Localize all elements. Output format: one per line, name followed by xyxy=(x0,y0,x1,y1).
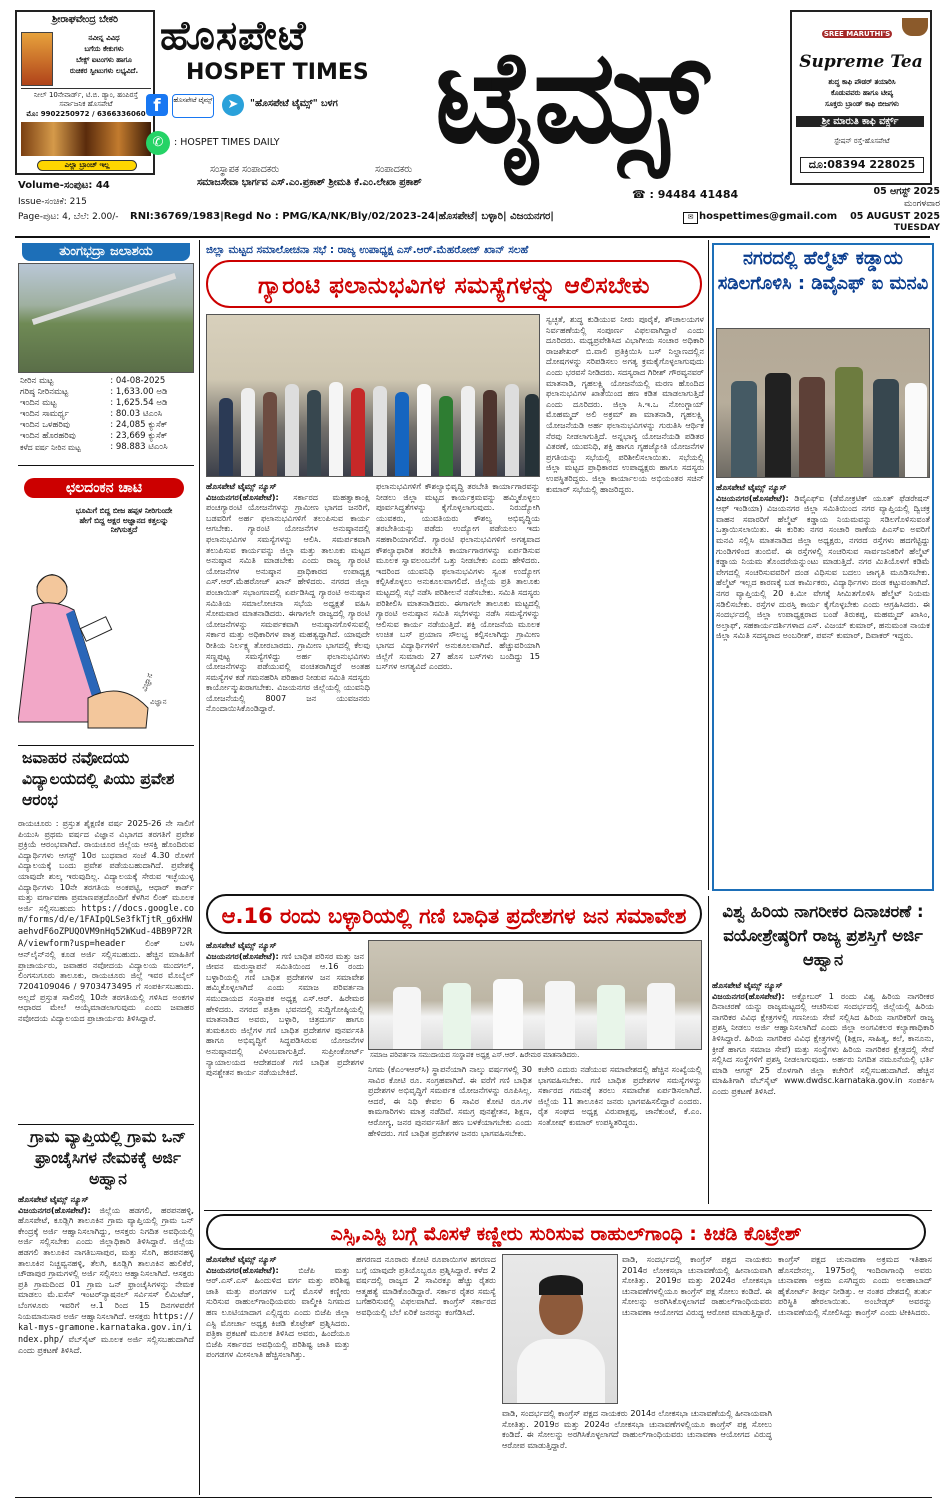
left-ad-title: ಶ್ರೀರಾಘವೇಂದ್ರ ಬೇಕರಿ xyxy=(51,14,119,25)
person-figure xyxy=(873,379,899,477)
person-figure xyxy=(835,367,863,477)
dam-row xyxy=(18,420,194,431)
facebook-label: ಹೊಸಪೇಟೆ ಟೈಮ್ಸ್ xyxy=(172,94,214,118)
helmet-title: ನಗರದಲ್ಲಿ ಹೆಲ್ಮೆಟ್ ಕಡ್ಡಾಯ ಸಡಿಲಗೊಳಿಸಿ : ಡಿವೈಎಫ್ ಐ ಮನವಿ xyxy=(717,248,929,294)
right-ad-phone: ದೂ:08394 228025 xyxy=(800,157,924,173)
gram-one-title: ಗ್ರಾಮ ವ್ಯಾಪ್ತಿಯಲ್ಲಿ ಗ್ರಾಮ ಒನ್ ಫ್ರಾಂಚೈಸಿಗಳ ನೇಮಕಕ್ಕೆ ಅರ್ಜಿ ಅಹ್ವಾನ xyxy=(30,1128,186,1188)
dam-row-value: : 98.883 ಟಿಎಂಸಿ xyxy=(110,442,168,452)
person-figure xyxy=(647,983,675,1049)
left-ad-line-0: ನವೀನ್ನ ವಿವಿಧ xyxy=(88,34,120,42)
ballari-place: ವಿಜಯನಗರ(ಹೊಸಪೇಟೆ): xyxy=(206,950,279,961)
rahul-place: ವಿಜಯನಗರ(ಹೊಸಪೇಟೆ): xyxy=(206,1264,279,1275)
left-col-separator xyxy=(199,240,200,1495)
lead-kicker: ಜಿಲ್ಲಾ ಮಟ್ಟದ ಸಮಾಲೋಚನಾ ಸಭೆ : ರಾಜ್ಯ ಉಪಾಧ್ಯಕ್ಷ ಎಸ್.ಆರ್.ಮೆಹರೋಜ್ ಖಾನ್ ಸಲಹೆ xyxy=(206,244,529,256)
senior-title: ವಿಶ್ವ ಹಿರಿಯ ನಾಗರೀಕರ ದಿನಾಚರಣೆ : ವಯೋಶ್ರೇಷ್ಠರಿಗೆ ರಾಜ್ಯ ಪ್ರಶಸ್ತಿಗೆ ಅರ್ಜಿ ಆಹ್ವಾನ xyxy=(722,902,924,969)
person-figure xyxy=(329,382,343,476)
right-ad-shop: ಶ್ರೀ ಮಾರುತಿ ಕಾಫಿ ವರ್ಕ್ಸ್ xyxy=(796,116,924,127)
helmet-photo xyxy=(716,328,930,478)
senior-body xyxy=(712,980,934,1300)
person-figure xyxy=(351,388,365,476)
dam-row-label: ನೀರಿನ ಮಟ್ಟ xyxy=(20,376,54,386)
left-ad-phones: ಮೊ: 9902250972 / 6366336060 xyxy=(26,110,146,118)
left-ad-line-2: ಬೇಕ್ಸ್ ಐಟಂಗಳು ಹಾಗೂ xyxy=(76,56,132,64)
right-ad-address: ಸ್ಟೇಷನ್ ರಸ್ತೆ-ಹೊಸಪೇಟೆ xyxy=(834,137,890,145)
dam-row-label: ಕಳೆದ ವರ್ಷ ನೀರಿನ ಮಟ್ಟ xyxy=(20,443,81,452)
rahul-col-1-text: ಬಿಜೆಪಿ ಮತ್ತು ಆರ್.ಎಸ್.ಎಸ್ ಹಿಂದುಳಿದ ವರ್ಗ ಮತ್ತು ಪರಿಶಿಷ್ಟ ಜಾತಿ ಮತ್ತು ಪಂಗಡಗಳ ಬಗ್ಗೆ ಮೊಸಳೆ ಕಣ್ಣೀರು ಸುರಿಸುವ ರಾಹುಲ್‌ಗಾಂಧಿಯವರು ವಾಲ್ಮೀಕಿ ನಿಗಮದ ಹಣ ಲೂಟಿಯಾದಾಗ ಎಲ್ಲಿದ್ದರು ಎಂದು ಬಿಜೆಪಿ ಜಿಲ್ಲಾ ಎಸ್ಟಿ ಮೋರ್ಚಾ ಅಧ್ಯಕ್ಷ ಕಿಚಡಿ ಕೊಟ್ರೇಶ್ ಪ್ರಶ್ನಿಸಿದರು. ಪತ್ರಿಕಾ ಪ್ರಕಟಣೆ ಮೂಲಕ ತಿಳಿಸಿದ ಅವರು, ಹಿಂದೆಯೂ ಬಿಜೆಪಿ ಸರ್ಕಾರದ ಅವಧಿಯಲ್ಲಿ ಪರಿಶಿಷ್ಟ ಜಾತಿ ಮತ್ತು ಪಂಗಡಗಳ ಮೀಸಲಾತಿ ಹೆಚ್ಚಿಸಲಾಗಿತ್ತು. xyxy=(206,1264,350,1360)
cartoon-title: ಛಲದಂಕನ ಚಾಟಿ xyxy=(24,478,184,498)
rahul-portrait xyxy=(502,1254,618,1404)
person-figure xyxy=(545,981,575,1049)
student-head xyxy=(88,691,148,728)
dam-row xyxy=(18,398,194,409)
helmet-body-text: ಡಿವೈಎಫ್‌ಐ (ಡೆಮೋಕ್ರಟಿಕ್ ಯೂತ್ ಫೆಡರೇಷನ್ ಆಫ್ ಇಂಡಿಯಾ) ವಿಜಯನಗರ ಜಿಲ್ಲಾ ಸಮಿತಿಯಿಂದ ನಗರ ವ್ಯಾಪ್ತಿಯಲ್ಲಿ ದ್ವಿಚಕ್ರ ವಾಹನ ಸವಾರರಿಗೆ ಹೆಲ್ಮೆಟ್ ಕಡ್ಡಾಯ ನಿಯಮವನ್ನು ಸಡಿಲಗೊಳಿಸುವಂತೆ ಒತ್ತಾಯಿಸಲಾಯಿತು. ಈ ಕುರಿತು ನಗರ ಸಂಚಾರಿ ಠಾಣೆಯ ಪಿಎಸ್ಐ ಅವರಿಗೆ ಮನವಿ ಸಲ್ಲಿಸಿ ಮಾತನಾಡಿದ ಜಿಲ್ಲಾ ಅಧ್ಯಕ್ಷರು, ನಗರದ ರಸ್ತೆಗಳು ಹದಗೆಟ್ಟಿದ್ದು ಗುಂಡಿಗಳಿಂದ ತುಂಬಿವೆ. ಈ ರಸ್ತೆಗಳಲ್ಲಿ ಸಂಚರಿಸುವ ಸಾರ್ವಜನಿಕರಿಗೆ ಹೆಲ್ಮೆಟ್ ಕಡ್ಡಾಯ ನಿಯಮ ತೊಂದರೆಯನ್ನುಂಟು ಮಾಡುತ್ತಿದೆ. ನಗರ ಮಿತಿಯೊಳಗೆ ಕಡಿಮೆ ವೇಗದಲ್ಲಿ ಸಂಚರಿಸುವವರಿಗೆ ದಂಡ ವಿಧಿಸುವ ಬದಲು ಜಾಗೃತಿ ಮೂಡಿಸಬೇಕು. ಹೆಲ್ಮೆಟ್ ಇಲ್ಲದ ಕಾರಣಕ್ಕೆ ಬಡ ಕಾರ್ಮಿಕರು, ವಿದ್ಯಾರ್ಥಿಗಳು ದಂಡ ಕಟ್ಟುವಂತಾಗಿದೆ. ನಗರ ವ್ಯಾಪ್ತಿಯಲ್ಲಿ 20 ಕಿ.ಮೀ ವೇಗಕ್ಕೆ ಸೀಮಿತಗೊಳಿಸಿ ಹೆಲ್ಮೆಟ್ ನಿಯಮ ಸಡಿಲಿಸಬೇಕು. ರಸ್ತೆಗಳ ದುರಸ್ತಿ ಕಾರ್ಯ ಕೈಗೊಳ್ಳಬೇಕು ಎಂದು ಆಗ್ರಹಿಸಿದರು. ಈ ಸಂದರ್ಭದಲ್ಲಿ ಜಿಲ್ಲಾ ಉಪಾಧ್ಯಕ್ಷರಾದ ಬಂಡೆ ತಿರುಕಪ್ಪ, ಮಹಮ್ಮದ್ ಖಾಸಿಂ, ಅಲ್ತಾಫ್, ಸಹಕಾರ್ಯದರ್ಶಿಗಳಾದ ಎಸ್. ವಿಜಯ್ ಕುಮಾರ್, ಹನುಮಂತ ನಾಯಕ ಜಿಲ್ಲಾ ಸಮಿತಿ ಸದಸ್ಯರಾದ ಅಂಬರೀಶ್, ಪವನ್ ಕುಮಾರ್, ದಿವಾಕರ್ ಇದ್ದರು. xyxy=(716,492,930,641)
email-icon: ✉ xyxy=(683,212,698,224)
person-figure xyxy=(525,394,539,476)
dam-row-value: : 1,633.00 ಅಡಿ xyxy=(110,387,168,397)
helmet-body xyxy=(716,482,930,886)
lead-col-3: ಸ್ವಚ್ಛತೆ, ಶುದ್ಧ ಕುಡಿಯುವ ನೀರು ಪೂರೈಕೆ, ಶೌಚಾಲಯಗಳ ನಿರ್ವಹಣೆಯಲ್ಲಿ ಸಂಪೂರ್ಣ ವಿಫಲವಾಗಿದ್ದಾರೆ ಎಂದು ದೂರಿದರು. ಮಧ್ಯಪ್ರವೇಶಿಸಿದ ವಿಭಾಗೀಯ ಸಂಚಾರ ಅಧಿಕಾರಿ ರಾಜಶೇಖರ್ ಬಿ.ವಾಲಿ ಪ್ರತಿಕ್ರಿಯಿಸಿ ಬಸ್ ನಿಲ್ದಾಣದಲ್ಲಿನ ದೋಷಗಳನ್ನು ಸರಿಪಡಿಸಲು ಅಗತ್ಯ ಕ್ರಮಕೈಗೊಳ್ಳಲಾಗುವುದು ಎಂದು ಭರವಸೆ ನೀಡಿದರು. ಸದಸ್ಯರಾದ ಗಿರೀಶ್ ಗೌರವ್ಯನವರ್ ಮಾತನಾಡಿ, ಗೃಹಲಕ್ಷ್ಮಿ ಯೋಜನೆಯಲ್ಲಿ ಮರಣ ಹೊಂದಿದ ಫಲಾನುಭವಿಗಳ ಖಾತೆಯಿಂದ ಹಣ ಕಡಿತ ಮಾಡಲಾಗುತ್ತಿದೆ ಎಂದು ದೂರಿದರು. ಜಿಲ್ಲಾ ಸಿ.ಇ.ಒ ನೋಂಗ್ಜಾಯ್ ಮೊಹಮ್ಮದ್ ಅಲಿ ಅಕ್ರಮ್ ಶಾ ಮಾತನಾಡಿ, ಗೃಹಲಕ್ಷ್ಮಿ ಯೋಜನೆಯಡಿ ಅರ್ಹ ಫಲಾನುಭವಿಗಳನ್ನು ಗುರುತಿಸಿ ಆರ್ಥಿಕ ನೆರವು ನೀಡಲಾಗುತ್ತಿದೆ. ಅನ್ನಭಾಗ್ಯ ಯೋಜನೆಯಡಿ ಪಡಿತರ ವಿತರಣೆ, ಯುವನಿಧಿ, ಶಕ್ತಿ ಹಾಗೂ ಗೃಹಜ್ಯೋತಿ ಯೋಜನೆಗಳ ಪ್ರಗತಿಯನ್ನು ಸಭೆಯಲ್ಲಿ ಪರಿಶೀಲಿಸಲಾಯಿತು. ಸಭೆಯಲ್ಲಿ ಜಿಲ್ಲಾ ಮಟ್ಟದ ಪ್ರಾಧಿಕಾರದ ಉಪಾಧ್ಯಕ್ಷರು ಹಾಗೂ ಸದಸ್ಯರು ಉಪಸ್ಥಿತರಿದ್ದರು. ಜಿಲ್ಲಾ ಕಾರ್ಯಾಲಯ ಅಭಿಯಂತರ ಸಚಿನ್ ಕುಮಾರ್ ಸಭೆಯಲ್ಲಿ ಹಾಜರಿದ್ದರು. xyxy=(546,314,704,494)
email: hospettimes@gmail.com xyxy=(699,211,838,222)
senior-byline: ಹೊಸಪೇಟೆ ಟೈಮ್ಸ್ ನ್ಯೂಸ್ xyxy=(712,980,783,990)
date-en: 05 AUGUST 2025 xyxy=(850,211,940,222)
ballari-col-3: ಕಚೇರಿ ಎದುರು ನಡೆಯುವ ಸಮಾವೇಶದಲ್ಲಿ ಹೆಚ್ಚಿನ ಸಂಖ್ಯೆಯಲ್ಲಿ ಭಾಗವಹಿಸಬೇಕು. ಗಣಿ ಬಾಧಿತ ಪ್ರದೇಶಗಳ ಸಮಸ್ಯೆಗಳನ್ನು ಸರ್ಕಾರದ ಗಮನಕ್ಕೆ ತರಲು ಸಮಾವೇಶ ಏರ್ಪಡಿಸಲಾಗಿದೆ. ಜಿಲ್ಲೆಯ 11 ತಾಲೂಕಿನ ಜನರು ಭಾಗವಹಿಸಲಿದ್ದಾರೆ ಎಂದರು. ರೈತ ಸಂಘದ ಅಧ್ಯಕ್ಷ ವಿರುಪಾಕ್ಷಪ್ಪ, ಜಾನೆಕುಂಟೆ, ಕೆ.ಎಂ. ಸಂತೋಷ್ ಕುಮಾರ್ ಉಪಸ್ಥಿತರಿದ್ದರು. xyxy=(538,1064,702,1127)
lead-byline: ಹೊಸಪೇಟೆ ಟೈಮ್ಸ್ ನ್ಯೂಸ್ xyxy=(206,481,277,491)
person-figure xyxy=(597,985,625,1049)
navodaya-body-text-2: ಲಿಂಕ್ ಬಳಸಿ ಆನ್‌ಲೈನ್‌ನಲ್ಲಿ ಕೂಡ ಅರ್ಜಿ ಸಲ್ಲಿಸಬಹುದು. ಹೆಚ್ಚಿನ ಮಾಹಿತಿಗೆ ಪ್ರಾಚಾರ್ಯರು, ಜವಾಹರ ನವೋದಯ ವಿದ್ಯಾಲಯ ಮುದಗಲ್, ಲಿಂಗಸುಗೂರು ತಾಲೂಕು, ರಾಯಚೂರು ಜಿಲ್ಲೆ ಇವರ ಮೊಬೈಲ್ 7204109046 / 9703473495 ಗೆ ಸಂಪರ್ಕಿಸಬಹುದು. ಅಲ್ಲದೆ ಪ್ರಸ್ತುತ ಸಾಲಿನಲ್ಲಿ 10ನೇ ತರಗತಿಯಲ್ಲಿ ಗಳಿಸಿದ ಅಂಕಗಳ ಆಧಾರದ ಮೇಲೆ ಆಯ್ಕೆಮಾಡಲಾಗುವುದು ಎಂದು ಜವಾಹರ ನವೋದಯ ವಿದ್ಯಾಲಯದ ಪ್ರಾಚಾರ್ಯರು ತಿಳಿಸಿದ್ದಾರೆ. xyxy=(18,937,194,1023)
lead-headline: ಗ್ಯಾರಂಟಿ ಫಲಾನುಭವಿಗಳ ಸಮಸ್ಯೆಗಳನ್ನು ಆಲಿಸಬೇಕು xyxy=(206,260,702,308)
ballari-photo-caption: ಸಮಾಜ ಪರಿವರ್ತನಾ ಸಮುದಾಯದ ಸಂಸ್ಥಾಪಕ ಅಧ್ಯಕ್ಷ ಎಸ್.ಆರ್. ಹಿರೇಮಠ ಮಾತನಾಡಿದರು. xyxy=(370,1051,580,1059)
dam-row-value: : 23,669 ಕ್ಯುಸೆಕ್ xyxy=(110,431,168,441)
rahul-col-1 xyxy=(206,1254,350,1494)
ballari-col-1-text: ಗಣಿ ಬಾಧಿತ ಪರಿಸರ ಮತ್ತು ಜನ ಜೀವನ ಮರುಸ್ಥಾಪನೆ ಸಮಿತಿಯಿಂದ ಆ.16 ರಂದು ಬಳ್ಳಾರಿಯಲ್ಲಿ ಗಣಿ ಬಾಧಿತ ಪ್ರದೇಶಗಳ ಜನ ಸಮಾವೇಶ ಹಮ್ಮಿಕೊಳ್ಳಲಾಗಿದೆ ಎಂದು ಸಮಾಜ ಪರಿವರ್ತನಾ ಸಮುದಾಯದ ಸಂಸ್ಥಾಪಕ ಅಧ್ಯಕ್ಷ ಎಸ್.ಆರ್. ಹಿರೇಮಠ ಹೇಳಿದರು. ನಗರದ ಪತ್ರಿಕಾ ಭವನದಲ್ಲಿ ಸುದ್ದಿಗೋಷ್ಠಿಯಲ್ಲಿ ಮಾತನಾಡಿದ ಅವರು, ಬಳ್ಳಾರಿ, ಚಿತ್ರದುರ್ಗ ಹಾಗೂ ತುಮಕೂರು ಜಿಲ್ಲೆಗಳ ಗಣಿ ಬಾಧಿತ ಪ್ರದೇಶಗಳ ಪುನರ್ವಸತಿ ಹಾಗೂ ಅಭಿವೃದ್ಧಿಗೆ ಸಿದ್ಧಪಡಿಸಿರುವ ಯೋಜನೆಗಳ ಅನುಷ್ಠಾನದಲ್ಲಿ ವಿಳಂಬವಾಗುತ್ತಿದೆ. ಸುಪ್ರೀಂಕೋರ್ಟ್ ನ್ಯಾಯಾಲಯದ ಆದೇಶದಂತೆ ಗಣಿ ಬಾಧಿತ ಪ್ರದೇಶಗಳ ಪುನಶ್ಚೇತನ ಕಾರ್ಯ ನಡೆಯಬೇಕಿದೆ. xyxy=(206,950,364,1078)
person-figure xyxy=(765,373,791,477)
registration-line: RNI:36769/1983|Regd No : PMG/KA/NK/Bly/02/2023-24|ಹೊಸಪೇಟೆ| ಬಳ್ಳಾರಿ| ವಿಜಯನಗರ| xyxy=(130,211,554,222)
left-ad-cake-image xyxy=(21,122,151,156)
ballari-headline: ಆ.16 ರಂದು ಬಳ್ಳಾರಿಯಲ್ಲಿ ಗಣಿ ಬಾಧಿತ ಪ್ರದೇಶಗಳ ಜನ ಸಮಾವೇಶ xyxy=(206,894,702,934)
cartoon-panel xyxy=(18,502,194,742)
rahul-col-2: ಹಗರಣದ ನೂರಾರು ಕೋಟಿ ರೂಪಾಯಿಗಳ ಹಗರಣದ ಬಗ್ಗೆ ಯಾವುದೇ ಪ್ರತಿಯೊಬ್ಬರೂ ಪ್ರಶ್ನಿಸಿದ್ದಾರೆ. ಕಳೆದ 2 ವರ್ಷದಲ್ಲಿ ರಾಜ್ಯದ 2 ಸಾವಿರಕ್ಕೂ ಹೆಚ್ಚು ರೈತರು ಆತ್ಮಹತ್ಯೆ ಮಾಡಿಕೊಂಡಿದ್ದಾರೆ. ಸರ್ಕಾರ ರೈತರ ಸಮಸ್ಯೆ ಬಗೆಹರಿಸುವಲ್ಲಿ ವಿಫಲವಾಗಿದೆ. ಕಾಂಗ್ರೆಸ್ ಸರ್ಕಾರದ ಅವಧಿಯಲ್ಲಿ ಬೆಲೆ ಏರಿಕೆ ಜನರನ್ನು ಕಂಗೆಡಿಸಿದೆ. xyxy=(356,1254,496,1317)
lead-col-1 xyxy=(206,481,370,889)
senior-place: ವಿಜಯನಗರ(ಹೊಸಪೇಟೆ): xyxy=(712,990,785,1001)
cartoon-caption: ಭೂಮಿಗೆ ಬಿದ್ದ ಬೀಜ ಹಪ್ಪಳ ನೀರಿಗುಂದೇ ಹೇಗೆ ಬಿದ್ದ ಅಕ್ಷರ ಅಜ್ಞಾನದ ಕತ್ತಲನ್ನು ನೀಗಿಸುತ್ತದೆ xyxy=(75,506,173,534)
lead-place: ವಿಜಯನಗರ(ಹೊಸಪೇಟೆ): xyxy=(206,491,279,502)
dam-row-label: ಇಂದಿನ ಒಳಹರಿವು xyxy=(20,420,70,430)
cartoon-signature: ವಿಜ್ಞಾನ xyxy=(150,698,167,706)
helmet-byline: ಹೊಸಪೇಟೆ ಟೈಮ್ಸ್ ನ್ಯೂಸ್ xyxy=(716,482,787,492)
dam-row-label: ಗರಿಷ್ಠ ನೀರಿನಮಟ್ಟ xyxy=(20,387,69,397)
dam-table xyxy=(18,376,194,453)
ballari-byline: ಹೊಸಪೇಟೆ ಟೈಮ್ಸ್ ನ್ಯೂಸ್ xyxy=(206,940,277,950)
title-kannada: ಹೊಸಪೇಟೆ xyxy=(160,13,307,59)
ballari-col-1 xyxy=(206,940,364,1206)
person-figure xyxy=(417,384,431,476)
pages: Page-ಪುಟ: 4, ಬೆಲೆ: 2.00/- xyxy=(18,212,119,222)
telegram-label: "ಹೊಸಪೇಟೆ ಟೈಮ್ಸ್" ಬಳಗ xyxy=(250,98,338,109)
phone-number: ☎ : 94484 41484 xyxy=(632,188,739,201)
ballari-photo xyxy=(368,940,702,1050)
navodaya-link[interactable]: https://docs.google.com/forms/d/e/1FAIpQLSe3fkTjtR_g6xHWaehvdF6oZPUQOVM9nHq52WKud-4BB9P72RA/viewform?usp=header xyxy=(18,903,194,949)
dam-row xyxy=(18,431,194,442)
signature-mark: ವಿಜ್ಞಾನ xyxy=(139,671,155,693)
day-kn: ಮಂಗಳವಾರ xyxy=(903,199,940,209)
dam-row-value: : 1,625.54 ಅಡಿ xyxy=(110,398,168,408)
book xyxy=(80,617,111,642)
gram-one-place: ವಿಜಯನಗರ(ಹೊಸಪೇಟೆ): xyxy=(18,1204,91,1215)
day-en: TUESDAY xyxy=(893,223,940,233)
dam-row-value: : 80.03 ಟಿಎಂಸಿ xyxy=(110,409,163,419)
person-figure xyxy=(483,390,497,476)
person-figure xyxy=(905,383,927,477)
left-ad-deity-image xyxy=(21,32,53,86)
left-ad-line-1: ಬಗೆಯ ಕೇಕುಗಳು xyxy=(84,45,124,53)
person-figure xyxy=(285,384,299,476)
dam-row xyxy=(18,442,194,453)
dam-photo xyxy=(18,263,194,373)
person-figure xyxy=(393,987,421,1049)
dam-row-label: ಇಂದಿನ ಸಾಮರ್ಥ್ಯ xyxy=(20,409,69,419)
person-figure xyxy=(439,396,453,476)
navodaya-body xyxy=(18,818,194,1114)
gram-one-body xyxy=(18,1194,194,1494)
gram-one-byline: ಹೊಸಪೇಟೆ ಟೈಮ್ಸ್ ನ್ಯೂಸ್ xyxy=(18,1194,89,1204)
senior-body-text: ಅಕ್ಟೋಬರ್ 1 ರಂದು ವಿಶ್ವ ಹಿರಿಯ ನಾಗರೀಕರ ದಿನಾಚರಣೆ ಯನ್ನು ರಾಜ್ಯಮಟ್ಟದಲ್ಲಿ ಆಚರಿಸುವ ಸಂದರ್ಭದಲ್ಲಿ ಜಿಲ್ಲೆಯಲ್ಲಿ ಹಿರಿಯ ನಾಗರಿಕರ ವಿವಿಧ ಕ್ಷೇತ್ರಗಳಲ್ಲಿ ಗಣನೀಯ ಸೇವೆ ಸಲ್ಲಿಸಿದ ಹಿರಿಯ ನಾಗರಿಕರಿಗೆ ರಾಜ್ಯ ಪ್ರಶಸ್ತಿ ನೀಡಲು ಅರ್ಜಿ ಆಹ್ವಾನಿಸಲಾಗಿದೆ ಎಂದು ಜಿಲ್ಲಾ ಅಂಗವಿಕಲರ ಕಲ್ಯಾಣಾಧಿಕಾರಿ ತಿಳಿಸಿದ್ದಾರೆ. ಹಿರಿಯ ನಾಗರಿಕರ ವಿವಿಧ ಕ್ಷೇತ್ರಗಳಲ್ಲಿ (ಶಿಕ್ಷಣ, ಸಾಹಿತ್ಯ, ಕಲೆ, ಕಾನೂನು, ಕ್ರೀಡೆ ಹಾಗೂ ಸಮಾಜ ಸೇವೆ) ಮತ್ತು ಸಂಸ್ಥೆಗಳು ಹಿರಿಯ ನಾಗರಿಕರ ಕ್ಷೇತ್ರದಲ್ಲಿ ಸೇವೆ ಸಲ್ಲಿಸಿದ ಸಂಸ್ಥೆಗಳಿಗೆ ಪ್ರಶಸ್ತಿ ನೀಡಲಾಗುವುದು. ಅರ್ಹರು ನಿಗದಿತ ನಮೂನೆಯಲ್ಲಿ ಭರ್ತಿ ಮಾಡಿ ಆಗಸ್ಟ್ 25 ರೊಳಗಾಗಿ ಜಿಲ್ಲಾ ಕಚೇರಿಗೆ ಸಲ್ಲಿಸಬಹುದಾಗಿದೆ. ಹೆಚ್ಚಿನ ಮಾಹಿತಿಗಾಗಿ ವೆಬ್‌ಸೈಟ್ www.dwdsc.karnataka.gov.in ಸಂಪರ್ಕಿಸಿ ಎಂದು ಪ್ರಕಟಣೆ ತಿಳಿಸಿದೆ. xyxy=(712,990,934,1096)
gram-one-body-text: ಜಿಲ್ಲೆಯ ಹಡಗಲಿ, ಹರಪನಹಳ್ಳಿ, ಹೊಸಪೇಟೆ, ಕೂಡ್ಲಿಗಿ ತಾಲೂಕಿನ ಗ್ರಾಮ ವ್ಯಾಪ್ತಿಯಲ್ಲಿ ಗ್ರಾಮ ಒನ್ ಕೇಂದ್ರಕ್ಕೆ ಅರ್ಜಿ ಆಹ್ವಾನಿಸಲಾಗಿದ್ದು, ಆಸಕ್ತರು ನಿಗದಿತ ಅವಧಿಯಲ್ಲಿ ಅರ್ಜಿ ಸಲ್ಲಿಸಬೇಕು ಎಂದು ಜಿಲ್ಲಾಧಿಕಾರಿ ತಿಳಿಸಿದ್ದಾರೆ. ಜಿಲ್ಲೆಯ ಹಡಗಲಿ ತಾಲೂಕಿನ ನಾಗತಿಬಸಾಪುರ, ಮತ್ತು ಸೊಗಿ, ಹರಪನಹಳ್ಳಿ ತಾಲೂಕಿನ ನಿಚ್ಚವ್ವನಹಳ್ಳಿ, ತೆಲಗಿ, ಕೂಡ್ಲಿಗಿ ತಾಲೂಕಿನ ಹುಲಿಕೆರೆ, ಚೌಡಾಪುರ ಗ್ರಾಮಗಳಲ್ಲಿ ಅರ್ಜಿ ಸಲ್ಲಿಸಲು ಆಹ್ವಾನಿಸಲಾಗಿದೆ. ಆಸಕ್ತರು ಪ್ರತಿ ಗ್ರಾಮದಿಂದ 01 ಗ್ರಾಮ ಒನ್ ಫ್ರಾಂಚೈಸಿಗಳನ್ನು ನೇಮಕ ಮಾಡಲು ಮೆ.ಐಸೆಸ್ ಇಂಟರ್‌ನ್ಯಾಷನಲ್ ಸರ್ವಿಸಸ್ ಲಿಮಿಟೆಡ್, ಬೆಂಗಳೂರು ಇವರಿಗೆ ಆ.1 ರಿಂದ 15 ದಿನಗಳವರೆಗೆ ನಿಯಮಾನುಸಾರ ಅರ್ಜಿ ಆಹ್ವಾನಿಸಲಾಗಿದೆ. ಆಸಕ್ತರು xyxy=(18,1204,194,1321)
left-divider-1 xyxy=(18,465,194,466)
lead-col-1-text: ಸರ್ಕಾರದ ಮಹತ್ವಾಕಾಂಕ್ಷಿ ಪಂಚಗ್ಯಾರಂಟಿ ಯೋಜನೆಗಳನ್ನು ಗ್ರಾಮೀಣ ಭಾಗದ ಜನರಿಗೆ, ಬಡವರಿಗೆ ಅರ್ಹ ಫಲಾನುಭವಿಗಳಿಗೆ ತಲುಪಿಸುವ ಕಾರ್ಯ ಆಗಬೇಕು. ಗ್ಯಾರಂಟಿ ಯೋಜನೆಗಳ ಅನುಷ್ಠಾನದಲ್ಲಿ ಫಲಾನುಭವಿಗಳ ಸಮಸ್ಯೆಗಳನ್ನು ಆಲಿಸಿ. ಸಮರ್ಪಕವಾಗಿ ತಲುಪಿಸುವ ಕಾರ್ಯವನ್ನು ಜಿಲ್ಲಾ ಮತ್ತು ತಾಲೂಕು ಮಟ್ಟದ ಅನುಷ್ಠಾನ ಸಮಿತಿ ಮಾಡಬೇಕು ಎಂದು ರಾಜ್ಯ ಗ್ಯಾರಂಟಿ ಯೋಜನೆಗಳ ಅನುಷ್ಠಾನ ಪ್ರಾಧಿಕಾರದ ಉಪಾಧ್ಯಕ್ಷ ಎಸ್.ಆರ್.ಮೆಹರೋಜ್ ಖಾನ್ ಹೇಳಿದರು. ನಗರದ ಜಿಲ್ಲಾ ಪಂಚಾಯಿತ್ ಸಭಾಂಗಣದಲ್ಲಿ ಏರ್ಪಡಿಸಿದ್ದ ಗ್ಯಾರಂಟಿ ಅನುಷ್ಠಾನ ಸಮಿತಿಯ ಸಮಾಲೋಚನಾ ಸಭೆಯ ಅಧ್ಯಕ್ಷತೆ ವಹಿಸಿ ಸೋಮವಾರ ಮಾತನಾಡಿದರು. ಈಗಾಗಲೇ ರಾಜ್ಯದಲ್ಲಿ ಗ್ಯಾರಂಟಿ ಯೋಜನೆಗಳನ್ನು ಸಮರ್ಪಕವಾಗಿ ಅನುಷ್ಠಾನಗೊಳಿಸುವಲ್ಲಿ ಸರ್ಕಾರ ಮತ್ತು ಅಧಿಕಾರಿಗಳ ಪಾತ್ರ ಮಹತ್ವದ್ದಾಗಿದೆ. ಯಾವುದೇ ರೀತಿಯ ನಿರ್ಲಕ್ಷ್ಯ ತೋರಬಾರದು. ಗ್ರಾಮೀಣ ಭಾಗದಲ್ಲಿ ಕೆಲವು ಸಣ್ಣಪುಟ್ಟ ಸಮಸ್ಯೆಗಳಿದ್ದು ಅರ್ಹ ಫಲಾನುಭವಿಗಳು ಯೋಜನೆಗಳನ್ನು ಪಡೆಯುವಲ್ಲಿ ವಂಚಿತರಾಗಿದ್ದರೆ ಅಂತಹ ಸಮಸ್ಯೆಗಳ ಕಡೆ ಗಮನಹರಿಸಿ ಪರಿಹಾರ ನೀಡುವ ಸಮಿತಿ ಸದಸ್ಯರು ಕಾರ್ಯೋನ್ಮುಖರಾಗಬೇಕು. ವಿಜಯನಗರ ಜಿಲ್ಲೆಯಲ್ಲಿ ಯುವನಿಧಿ ಯೋಜನೆಯಲ್ಲಿ 8007 ಜನ ಯುವಜನರು ನೊಂದಾಯಿಸಿಕೊಂಡಿದ್ದಾರೆ. xyxy=(206,491,370,714)
right-ad xyxy=(790,10,932,185)
lead-photo xyxy=(206,314,540,477)
date-kn: 05 ಆಗಸ್ಟ್ 2025 xyxy=(873,186,940,197)
rahul-col-4: ಕಾಂಗ್ರೆಸ್ ಪಕ್ಷದ ಚುನಾವಣಾ ಅಕ್ರಮದ ಇತಿಹಾಸ ಹೊಸದೇನಲ್ಲ. 1975ರಲ್ಲಿ ಇಂದಿರಾಗಾಂಧಿ ಅವರು ಚುನಾವಣಾ ಅಕ್ರಮ ಎಸಗಿದ್ದರು ಎಂದು ಅಲಹಾಬಾದ್ ಹೈಕೋರ್ಟ್ ತೀರ್ಪು ನೀಡಿತ್ತು. ಆ ನಂತರ ದೇಶದಲ್ಲಿ ತುರ್ತು ಪರಿಸ್ಥಿತಿ ಹೇರಲಾಯಿತು. ಅಂಬೇಡ್ಕರ್ ಅವರನ್ನು ಚುನಾವಣೆಯಲ್ಲಿ ಸೋಲಿಸಿದ್ದು ಕಾಂಗ್ರೆಸ್ ಎಂದು ಟೀಕಿಸಿದರು. xyxy=(778,1254,932,1317)
title-english: HOSPET TIMES xyxy=(186,60,369,85)
telegram-icon[interactable]: ➤ xyxy=(222,94,244,116)
navodaya-body-text: ರಾಯಚೂರು : ಪ್ರಸ್ತುತ ಶೈಕ್ಷಣಿಕ ವರ್ಷ 2025-26 ನೇ ಸಾಲಿಗೆ ಪಿಯುಸಿ ಪ್ರಥಮ ವರ್ಷದ ವಿಜ್ಞಾನ ವಿಭಾಗದ ತರಗತಿಗೆ ಪ್ರವೇಶ ಪ್ರಕ್ರಿಯೆ ಆರಂಭವಾಗಿದೆ. ರಾಯಚೂರ ಜಿಲ್ಲೆಯ ಆಸಕ್ತಿ ಹೊಂದಿರುವ ವಿದ್ಯಾರ್ಥಿಗಳು ಆಗಸ್ಟ್ 10ರ ಬುಧವಾರ ಸಂಜೆ 4.30 ರೊಳಗೆ ವಿದ್ಯಾಲಯಕ್ಕೆ ಬಂದು ಪ್ರವೇಶ ಪಡೆಯಬಹುದಾಗಿದೆ. ಪ್ರವೇಶಕ್ಕೆ ಯಾವುದೇ ಶುಲ್ಕ ಇರುವುದಿಲ್ಲ. ವಿದ್ಯಾಲಯಕ್ಕೆ ಸೇರುವ ಇಚ್ಛೆಯುಳ್ಳ ವಿದ್ಯಾರ್ಥಿಗಳು 10ನೇ ತರಗತಿಯ ಅಂಕಪಟ್ಟಿ, ಆಧಾರ್ ಕಾರ್ಡ್ ಮತ್ತು ವರ್ಗಾವಣಾ ಪ್ರಮಾಣಪತ್ರದೊಂದಿಗೆ ಕೆಳಗಿನ ಲಿಂಕ್ ಮೂಲಕ ಅರ್ಜಿ ಸಲ್ಲಿಸಬಹುದು xyxy=(18,818,194,913)
masthead-divider xyxy=(15,236,930,238)
person-figure xyxy=(263,392,277,476)
rahul-col-3-top: ವಾಡಿ, ಸಂದರ್ಭದಲ್ಲಿ ಕಾಂಗ್ರೆಸ್ ಪಕ್ಷದ ನಾಯಕರು 2014ರ ಲೋಕಸಭಾ ಚುನಾವಣೆಯಲ್ಲಿ ಹೀನಾಯವಾಗಿ ಸೋತಿತ್ತು. 2019ರ ಮತ್ತು 2024ರ ಲೋಕಸಭಾ ಚುನಾವಣೆಗಳಲ್ಲಿಯೂ ಕಾಂಗ್ರೆಸ್ ಪಕ್ಷ ಸೋಲು ಕಂಡಿದೆ. ಈ ಸೋಲನ್ನು ಅರಗಿಸಿಕೊಳ್ಳಲಾಗದೆ ರಾಹುಲ್‌ಗಾಂಧಿಯವರು ಚುನಾವಣಾ ಆಯೋಗದ ವಿರುದ್ಧ ಆರೋಪ ಮಾಡುತ್ತಿದ್ದಾರೆ. xyxy=(622,1254,772,1317)
rahul-col-3: ವಾಡಿ, ಸಂದರ್ಭದಲ್ಲಿ ಕಾಂಗ್ರೆಸ್ ಪಕ್ಷದ ನಾಯಕರು 2014ರ ಲೋಕಸಭಾ ಚುನಾವಣೆಯಲ್ಲಿ ಹೀನಾಯವಾಗಿ ಸೋತಿತ್ತು. 2019ರ ಮತ್ತು 2024ರ ಲೋಕಸಭಾ ಚುನಾವಣೆಗಳಲ್ಲಿಯೂ ಕಾಂಗ್ರೆಸ್ ಪಕ್ಷ ಸೋಲು ಕಂಡಿದೆ. ಈ ಸೋಲನ್ನು ಅರಗಿಸಿಕೊಳ್ಳಲಾಗದೆ ರಾಹುಲ್‌ಗಾಂಧಿಯವರು ಚುನಾವಣಾ ಆಯೋಗದ ವಿರುದ್ಧ ಆರೋಪ ಮಾಡುತ್ತಿದ್ದಾರೆ. xyxy=(502,1408,772,1450)
ballari-col-2: ನಿಗಮ (ಕೆಎಂಇಆರ್‌ಸಿ) ಸ್ಥಾಪನೆಯಾಗಿ ನಾಲ್ಕು ವರ್ಷಗಳಲ್ಲಿ 30 ಸಾವಿರ ಕೋಟಿ ರೂ. ಸಂಗ್ರಹವಾಗಿದೆ. ಈ ವರೆಗೆ ಗಣಿ ಬಾಧಿತ ಪ್ರದೇಶಗಳ ಅಭಿವೃದ್ಧಿಗೆ ಸಮರ್ಪಕ ಯೋಜನೆಗಳನ್ನು ರೂಪಿಸಿಲ್ಲ. ಆದರೆ, ಈ ನಿಧಿ ಕೇವಲ 6 ಸಾವಿರ ಕೋಟಿ ರೂ.ಗಳ ಕಾಮಗಾರಿಗಳು ಮಾತ್ರ ನಡೆದಿವೆ. ಸಮಗ್ರ ಪುನಶ್ಚೇತನ, ಶಿಕ್ಷಣ, ಆರೋಗ್ಯ, ಜನರ ಪುನರ್ವಸತಿಗೆ ಹಣ ಬಳಕೆಯಾಗಬೇಕು ಎಂದು ಹೇಳಿದರು. ಗಣಿ ಬಾಧಿತ ಪ್ರದೇಶಗಳ ಜನರು ಭಾಗವಹಿಸಬೇಕು. xyxy=(368,1064,532,1138)
left-ad-line-3: ರುಚಿಕರ ಸ್ವೀಟುಗಳು ಲಭ್ಯವಿದೆ. xyxy=(69,67,139,75)
whatsapp-label: : HOSPET TIMES DAILY xyxy=(174,137,280,148)
right-ad-line-0: ಶುದ್ಧ ಕಾಫಿ ಪೌಡರ್ ತಯಾರಿಸಿ xyxy=(828,78,896,86)
rahul-byline: ಹೊಸಪೇಟೆ ಟೈಮ್ಸ್ ನ್ಯೂಸ್ xyxy=(206,1254,277,1264)
editors-line: ಸಮಾಜಸೇವಾ ಭಾರ್ಗವ ಎಸ್.ಎಂ.ಪ್ರಕಾಶ್ ಶ್ರೀಮತಿ ಕೆ.ಎಂ.ಲೇಖಾ ಪ್ರಕಾಶ್ xyxy=(197,177,422,188)
dam-row-value: : 04-08-2025 xyxy=(110,376,166,386)
whatsapp-icon[interactable]: ✆ xyxy=(146,131,170,155)
person-figure xyxy=(395,392,409,476)
dam-row xyxy=(18,387,194,398)
editor-label: ಸಂಪಾದಕರು xyxy=(375,164,413,175)
dam-row-value: : 24,085 ಕ್ಯುಸೆಕ್ xyxy=(110,420,168,430)
helmet-place: ವಿಜಯನಗರ(ಹೊಸಪೇಟೆ): xyxy=(716,492,789,503)
rahul-headline: ಎಸ್ಸಿ,ಎಸ್ಟಿ ಬಗ್ಗೆ ಮೊಸಳೆ ಕಣ್ಣೀರು ಸುರಿಸುವ ರಾಹುಲ್‌ಗಾಂಧಿ : ಕಿಚಡಿ ಕೊಟ್ರೇಶ್ xyxy=(206,1214,926,1250)
dam-row xyxy=(18,376,194,387)
gram-one-body-text-2: ವೆಬ್‌ಸೈಟ್ ಮೂಲಕ ಅರ್ಜಿ ಸಲ್ಲಿಸಬಹುದಾಗಿದೆ ಎಂದು ಪ್ರಕಟಣೆ ತಿಳಿಸಿದೆ. xyxy=(18,1333,194,1356)
person-figure xyxy=(731,381,757,477)
left-ad-address: ನೀಲ್ 10ನೇವಾರ್ಡ್, ಟಿ.ಬಿ. ಡ್ಯಾಂ, ಹಂಪಿರಸ್ತೆ ಸರ್ವಾಜನಿಕ ಹೊಸಪೇಟೆ xyxy=(21,88,151,109)
lead-col-2: ಫಲಾನುಭವಿಗಳಿಗೆ ಕೌಶಲ್ಯಾಭಿವೃದ್ಧಿ ತರಬೇತಿ ಕಾರ್ಯಾಗಾರವನ್ನು ನೀಡಲು ಜಿಲ್ಲಾ ಮಟ್ಟದ ಕಾರ್ಯಕ್ರಮವನ್ನು ಹಮ್ಮಿಕೊಳ್ಳಲು ಪೂರ್ವಸಿದ್ಧತೆಗಳನ್ನು ಕೈಗೊಳ್ಳಲಾಗುವುದು. ನಿರುದ್ಯೋಗಿ ಯುವಕರು, ಯುವತಿಯರು ಕೌಶಲ್ಯ ಅಭಿವೃದ್ಧಿಯ ತರಬೇತಿಯನ್ನು ಪಡೆದು ಉದ್ಯೋಗ ಪಡೆಯಲು ಇದು ಸಹಕಾರಿಯಾಗಲಿದೆ. ಗ್ಯಾರಂಟಿ ಫಲಾನುಭವಿಗಳಿಗೆ ಅಗತ್ಯವಾದ ಕೌಶಲ್ಯಾಧಾರಿತ ತರಬೇತಿ ಕಾರ್ಯಾಗಾರಗಳನ್ನು ಏರ್ಪಡಿಸುವ ಮೂಲಕ ಸ್ವಾವಲಂಬನೆಗೆ ಒತ್ತು ನೀಡಬೇಕು ಎಂದು ಹೇಳಿದರು. ಇದರಿಂದ ಯುವನಿಧಿ ಫಲಾನುಭವಿಗಳು ಸ್ವಂತ ಉದ್ಯೋಗ ಕಲ್ಪಿಸಿಕೊಳ್ಳಲು ಅನುಕೂಲವಾಗಲಿದೆ. ಜಿಲ್ಲೆಯ ಪ್ರತಿ ತಾಲೂಕು ಮಟ್ಟದಲ್ಲಿ ಸಭೆ ನಡೆಸಿ ಪರಿಶೀಲನೆ ನಡೆಸಬೇಕು. ಸಮಿತಿ ಸದಸ್ಯರು ಪರಿಶೀಲಿಸಿ ಮಾತನಾಡಿದರು. ಈಗಾಗಲೇ ತಾಲೂಕು ಮಟ್ಟದಲ್ಲಿ ಗ್ಯಾರಂಟಿ ಅನುಷ್ಠಾನ ಸಮಿತಿ ಸಭೆಗಳನ್ನು ನಡೆಸಿ ಸಮಸ್ಯೆಗಳನ್ನು ಆಲಿಸುವ ಕಾರ್ಯ ನಡೆಯುತ್ತಿದೆ. ಶಕ್ತಿ ಯೋಜನೆಯ ಮೂಲಕ ಉಚಿತ ಬಸ್ ಪ್ರಯಾಣ ಸೌಲಭ್ಯ ಕಲ್ಪಿಸಲಾಗಿದ್ದು ಗ್ರಾಮೀಣ ಭಾಗದ ವಿದ್ಯಾರ್ಥಿಗಳಿಗೆ ಅನುಕೂಲವಾಗಿದೆ. ಹೆಚ್ಚುವರಿಯಾಗಿ ಜಿಲ್ಲೆಗೆ ಸುಮಾರು 27 ಹೊಸ ಬಸ್‌ಗಳು ಬಂದಿದ್ದು 15 ಬಸ್‌ಗಳ ಅಗತ್ಯವಿದೆ ಎಂದರು. xyxy=(376,481,540,672)
lower-divider xyxy=(204,1210,932,1211)
left-divider-2 xyxy=(18,745,194,746)
facebook-icon[interactable]: f xyxy=(146,94,168,116)
dam-row xyxy=(18,409,194,420)
person-figure xyxy=(241,388,255,476)
right-ad-brand: Supreme Tea xyxy=(799,52,923,72)
dam-title: ತುಂಗಭದ್ರಾ ಜಲಾಶಯ xyxy=(22,243,190,261)
bottom-rule xyxy=(15,1497,932,1498)
person-figure xyxy=(219,398,233,476)
right-divider xyxy=(708,896,709,1204)
gram-one-link[interactable]: https://kal-mys-gramone.karnataka.gov.in/index.php/ xyxy=(18,1311,194,1345)
center-right-separator xyxy=(708,240,709,890)
dam-wall xyxy=(32,273,177,325)
left-ad xyxy=(15,10,155,175)
person-figure xyxy=(307,390,321,476)
left-ad-footer: ಎಲ್ಲಾ ಬ್ರಾಂಚ್ ಇಲ್ಲ xyxy=(37,160,137,171)
person-figure xyxy=(505,384,519,476)
left-divider-3 xyxy=(18,1124,194,1125)
founder-label: ಸಂಸ್ಥಾಪಕ ಸಂಪಾದಕರು xyxy=(210,164,280,175)
portrait-hair xyxy=(539,1275,583,1295)
portrait-shirt xyxy=(517,1339,605,1404)
person-figure xyxy=(373,386,387,476)
person-figure xyxy=(461,386,475,476)
dam-row-label: ಇಂದಿನ ಹೊರಹರಿವು xyxy=(20,431,76,441)
person-figure xyxy=(443,983,471,1049)
right-ad-line-2: ಸೂಕ್ತರು ಬ್ರಾಂಡ್ ಕಾಫಿ ಬೀಜಗಳು xyxy=(825,100,899,108)
tea-cup-icon xyxy=(902,18,928,36)
title-big: ಟೈಮ್ಸ್ xyxy=(435,23,705,172)
right-ad-line-1: ಕೊಡುವವರು ಹಾಗೂ ಟೀಪ್ಯ xyxy=(831,89,893,97)
person-figure xyxy=(493,979,523,1049)
dam-row-label: ಇಂದಿನ ಮಟ್ಟ xyxy=(20,398,57,408)
issue: Issue-ಸಂಚಿಕೆ: 215 xyxy=(18,197,87,207)
person-figure xyxy=(799,377,825,477)
navodaya-title: ಜವಾಹರ ನವೋದಯ ವಿದ್ಯಾಲಯದಲ್ಲಿ ಪಿಯು ಪ್ರವೇಶ ಆರಂಭ xyxy=(22,749,175,809)
right-ad-brand-top: SREE MARUTHI'S xyxy=(823,30,891,38)
volume: Volume-ಸಂಪುಟ: 44 xyxy=(18,180,110,191)
